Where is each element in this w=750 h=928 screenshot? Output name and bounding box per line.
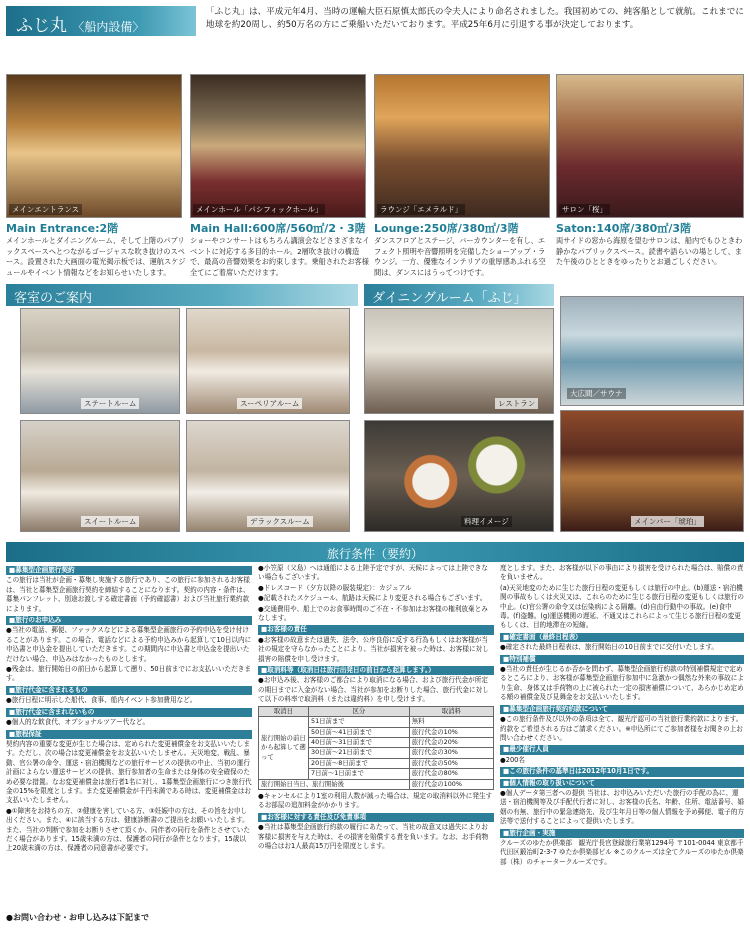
section-text: ●200名	[500, 755, 525, 764]
table-group-label: 旅行開始の前日から起算して遡って	[259, 717, 309, 779]
photo-label: 大広間／サウナ	[567, 388, 626, 399]
section-heading: ■お客様に対する責任及び免責事項	[258, 813, 494, 822]
caption-text: ダンスフロアとステージ、バーカウンターを有し、エフェクト照明や音響照明を完備したショーアップ・ラウンジ。一方、優雅なインテリアの重厚感あふれる空間は、ダンスにはうってつけです。	[374, 236, 546, 277]
photo-label: メインバー「琥珀」	[631, 516, 704, 527]
section-heading: ■この旅行条件の基準日は2012年10月1日です。	[500, 767, 744, 776]
page-title-band	[6, 6, 196, 36]
section-text: ●お客様の故意または過失、法令、公序良俗に反する行為もしくはお客様が当社の規定を守らなかったことにより、当社が損害を被った時は、お客様に対し損害の賠償を申し受けます。	[258, 635, 489, 663]
section-text: ●ドレスコード（夕方以降の服装規定）：カジュアル	[258, 583, 412, 592]
table-cell: 7日前～1日前まで	[309, 769, 410, 779]
table-row	[259, 779, 494, 789]
photo-label: ラウンジ「エメラルド」	[377, 204, 465, 215]
photo-deluxe-room	[186, 420, 350, 532]
photo-bath-sauna	[560, 296, 744, 406]
section-heading: ■取消料等（取消日は旅行出発日の前日から起算します。）	[258, 666, 494, 675]
caption-salon	[556, 220, 744, 268]
section-heading: ■旅程保証	[6, 730, 252, 739]
photo-superior-room	[186, 308, 350, 414]
section-heading: ■確定書面（最終日程表）	[500, 633, 744, 642]
photo-label: サロン「桜」	[559, 204, 610, 215]
table-cell: 51日前まで	[309, 717, 410, 727]
photo-main-entrance	[6, 74, 182, 218]
section-text: ●当社の責任が生じるか否かを問わず、募集型企画旅行約款の特別補償規定で定めるところにより、お客様が募集型企画旅行参加中に急激かつ偶然な外来の事故により生命、身体又は手荷物の上に被られた一定の損害補償について、あらかじめ定める額の補償金及び見舞金をお支払いいたします。	[500, 665, 744, 702]
section-text: ●旅行日程に明示した船代、食事、船内イベント参加費用など。	[6, 696, 197, 705]
section-heading: ■最少催行人員	[500, 745, 744, 754]
section-text: ●個人的な飲食代、オプショナルツアー代など。	[6, 718, 150, 727]
photo-state-room	[20, 308, 180, 414]
footer-contact-note: ●お問い合わせ・お申し込みは下記まで	[6, 913, 149, 922]
table-cell: 無料	[409, 717, 493, 727]
photo-cuisine	[364, 420, 554, 532]
conditions-column-3	[500, 564, 744, 908]
section-text: ●お申込み後、お客様のご都合により取消になる場合、および旅行代金が所定の期日までに入金がない場合、当社が参加をお断りした場合、旅行代金に対して以下の料率で取消料（または違約料）を申し受けます。	[258, 676, 489, 704]
page-title: ふじ丸	[16, 16, 67, 36]
section-text: ●残金は、旅行開始日の前日から起算して遡り、50日前までにお支払いいただきます。	[6, 665, 251, 683]
conditions-title: 旅行条件（要約）	[6, 542, 744, 562]
caption-title: Main Hall:600席/560㎡/2・3階	[190, 222, 366, 235]
section-heading: ■個人情報の取り扱いについて	[500, 779, 744, 788]
photo-label: 料理イメージ	[461, 516, 512, 527]
caption-title: Lounge:250席/380㎡/3階	[374, 222, 519, 235]
table-cell: 旅行代金の80%	[409, 769, 493, 779]
section-heading: ■特別補償	[500, 655, 744, 664]
section-text: ●小笠原（父島）へは通船による上陸予定ですが、天候によっては上陸できない場合もございます。	[258, 564, 488, 582]
table-cell: 旅行代金の50%	[409, 758, 493, 768]
table-header-row	[259, 706, 494, 716]
table-header: 区分	[309, 706, 410, 716]
photo-label: スーペリアルーム	[237, 398, 302, 409]
photo-label: デラックスルーム	[247, 516, 313, 527]
photo-suite-room	[20, 420, 180, 532]
section-text: ●①障害をお持ちの方、②健康を害している方、③妊娠中の方は、その旨をお申し出ください。また、④に該当する方は、健康診断書のご提出をお願いいたします。また、当社の判断で参加をお断りさせて頂くか、同伴者の同行を条件とさせていただく場合があります。15歳未満の方は、保護者の同行が条件となります。15歳以上20歳未満の方は、保護者の同意書が必要です。	[6, 806, 250, 853]
section-text: 度とします。また、お客様が以下の事由により損害を受けられた場合は、賠償の責を負いません。	[500, 564, 744, 582]
dining-section-title: ダイニングルーム「ふじ」	[364, 284, 554, 306]
rooms-section-title: 客室のご案内	[6, 284, 358, 306]
section-text: ●個人データ第三者への提供 当社は、お申込みいただいた旅行の手配の為に、運送・宿泊機関等及び手配代行者に対し、お客様の氏名、年齢、住所、電話番号、婚姻の有無、旅行中の緊急連絡先、及び生年月日等の個人情報を予め郵便、電子的方法等で送付することによって提供いたします。	[500, 788, 744, 826]
section-text: ●この旅行条件及び以外の条項は全て、観光庁認可の当社旅行業約款によります。約款をご希望される方はご請求ください。※申込所にてご参加者様をお聞きの上お問い合わせください。	[500, 715, 743, 742]
section-text: この旅行は当社が企画・募集し実施する旅行であり、この旅行に参加されるお客様は、当社と募集型企画旅行契約を締結することになります。契約の内容・条件は、募集パンフレット、別途お渡しする確定書面（予約確認書）および当社旅行業約款によります。	[6, 576, 250, 613]
section-text: (a)天災地変のために生じた旅行日程の変更もしくは旅行の中止。(b)運送・宿泊機関の事故もしくは火災又は、これらのために生じる旅行日程の変更もしくは旅行の中止。(c)官公署の命令又は伝染病による隔離。(d)自由行動中の事故。(e)食中毒。(f)盗難。(g)運送機関の遅延、不通又はこれらによって生じる旅行日程の変更もしくは、目的地滞在の短縮。	[500, 583, 744, 630]
caption-main-entrance	[6, 220, 186, 278]
section-heading: ■旅行代金に含まれないもの	[6, 708, 252, 717]
table-header: 取消日	[259, 706, 309, 716]
photo-label: ステートルーム	[81, 398, 139, 409]
table-header: 取消料	[409, 706, 493, 716]
photo-main-hall	[190, 74, 366, 218]
table-cell: 旅行代金の30%	[409, 748, 493, 758]
table-cell: 40日前～31日前まで	[309, 737, 410, 747]
table-cell: 旅行代金の100%	[409, 779, 493, 789]
photo-restaurant	[364, 308, 554, 414]
caption-text: ショーやコンサートはもちろん講演会などさまざまなイベントに対応する多目的ホール。2層吹き抜けの構造で、最高の音響効果をお約束します。乗船されたお客様全てにご着席いただけます。	[190, 236, 370, 277]
intro-text: 「ふじ丸」は、平成元年4月、当時の運輸大臣石原慎太郎氏の令夫人により命名されました。我国初めての、純客船として就航。これまでに地球を約20周し、約50万名の方にご乗船いただいております。平成25年6月に引退する事が決定しております。	[206, 7, 744, 30]
photo-label: メインエントランス	[9, 204, 82, 215]
table-cell: 30日前～21日前まで	[309, 748, 410, 758]
section-text: ●記載されたスケジュール、航路は天候により変更される場合もございます。	[258, 594, 487, 603]
section-text: ●キャンセルにより1室の利用人数が減った場合は、規定の取消料以外に発生するお部屋の追加料金がかかります。	[258, 791, 493, 810]
caption-lounge	[374, 220, 552, 278]
page-subtitle: 〈船内設備〉	[72, 20, 145, 34]
section-text: ●交通費用や、船上でのお食事時間のご不在・不参加はお客様の権利放棄とみなします。	[258, 604, 488, 623]
photo-salon	[556, 74, 744, 218]
section-heading: ■募集型企画旅行契約	[6, 566, 252, 575]
section-text: クルーズのゆたか倶楽部 観光庁長官登録旅行業第1294号 〒101-0044 東京都千代田区鍛冶町2-3-7 ゆたか倶楽部ビル ※このクルーズは全てクルーズのゆたか倶楽部（株）のチャータークルーズです。	[500, 838, 744, 866]
section-heading: ■旅行のお申込み	[6, 616, 252, 625]
caption-title: Saton:140席/380㎡/3階	[556, 222, 692, 235]
section-heading: ■旅行企画・実施	[500, 829, 744, 838]
section-heading: ■旅行代金に含まれるもの	[6, 686, 252, 695]
table-cell: 旅行開始日当日、旅行開始後	[259, 779, 410, 789]
table-cell: 旅行代金の20%	[409, 737, 493, 747]
section-text: ●確定された最終日程表は、旅行開始日の10日前までに交付いたします。	[500, 643, 719, 652]
section-text: 契約内容の重要な変更が生じた場合は、定められた変更補償金をお支払いいたします。ただし、次の場合は変更補償金をお支払いいたしません。天災地変、戦乱、暴動、官公署の命令、運送・宿泊機関などの旅行サービスの提供の中止、当初の運行計画によらない運送サービスの提供、旅行参加者の生命または身体の安全確保のため必要な措置。なお変更補償金は旅行者1名に対し、1募集型企画旅行につき旅行代金の15%を限度とします。また変更補償金が千円未満である時は、変更補償金はお支払いいたしません。	[6, 739, 252, 805]
caption-text: 両サイドの窓から海原を望むサロンは、船内でもひときわ静かなパブリックスペース。読書や語らいの場として、また午後のひとときをゆったりとお過ごしください。	[556, 236, 743, 266]
section-text: ●当社は募集型企画旅行約款の履行にあたって、当社の故意又は過失によりお客様に損害を与えた時は、その損害を賠償する責を負います。なお、お手荷物の場合はお1人最高15万円を限度とします。	[258, 823, 489, 850]
conditions-column-2	[258, 564, 494, 908]
photo-label: メインホール「パシフィックホール」	[193, 204, 325, 215]
photo-label: スイートルーム	[81, 516, 139, 527]
photo-lounge	[374, 74, 550, 218]
table-row	[259, 717, 494, 727]
table-cell: 旅行代金の10%	[409, 727, 493, 737]
photo-main-bar	[560, 410, 744, 532]
section-text: ●当社の電話、郵便、ファックスなどによる募集型企画旅行の予約申込を受け付けることがあります。この場合、電話などによる予約申込みから起算して10日以内に申込書と申込金を提出していただきます。この期間内に申込書と申込金を提出いただけない場合、申込みはなかったものとします。	[6, 626, 252, 663]
caption-title: Main Entrance:2階	[6, 222, 119, 235]
caption-text: メインホールとダイニングルーム、そして上階のパブリックスペースへとつながるゴージャスな吹き抜けのスペース。設置された大画面の電光掲示板では、運航スケジュールやイベント情報などをお知らせいたします。	[6, 236, 186, 277]
section-heading: ■募集型企画旅行契約約款について	[500, 705, 744, 714]
photo-label: レストラン	[495, 398, 538, 409]
table-cell: 50日前～41日前まで	[309, 727, 410, 737]
caption-main-hall	[190, 220, 370, 278]
conditions-column-1	[6, 564, 252, 908]
cancellation-fee-table	[258, 706, 494, 790]
table-cell: 20日前～8日前まで	[309, 758, 410, 768]
section-heading: ■お客様の責任	[258, 625, 494, 634]
